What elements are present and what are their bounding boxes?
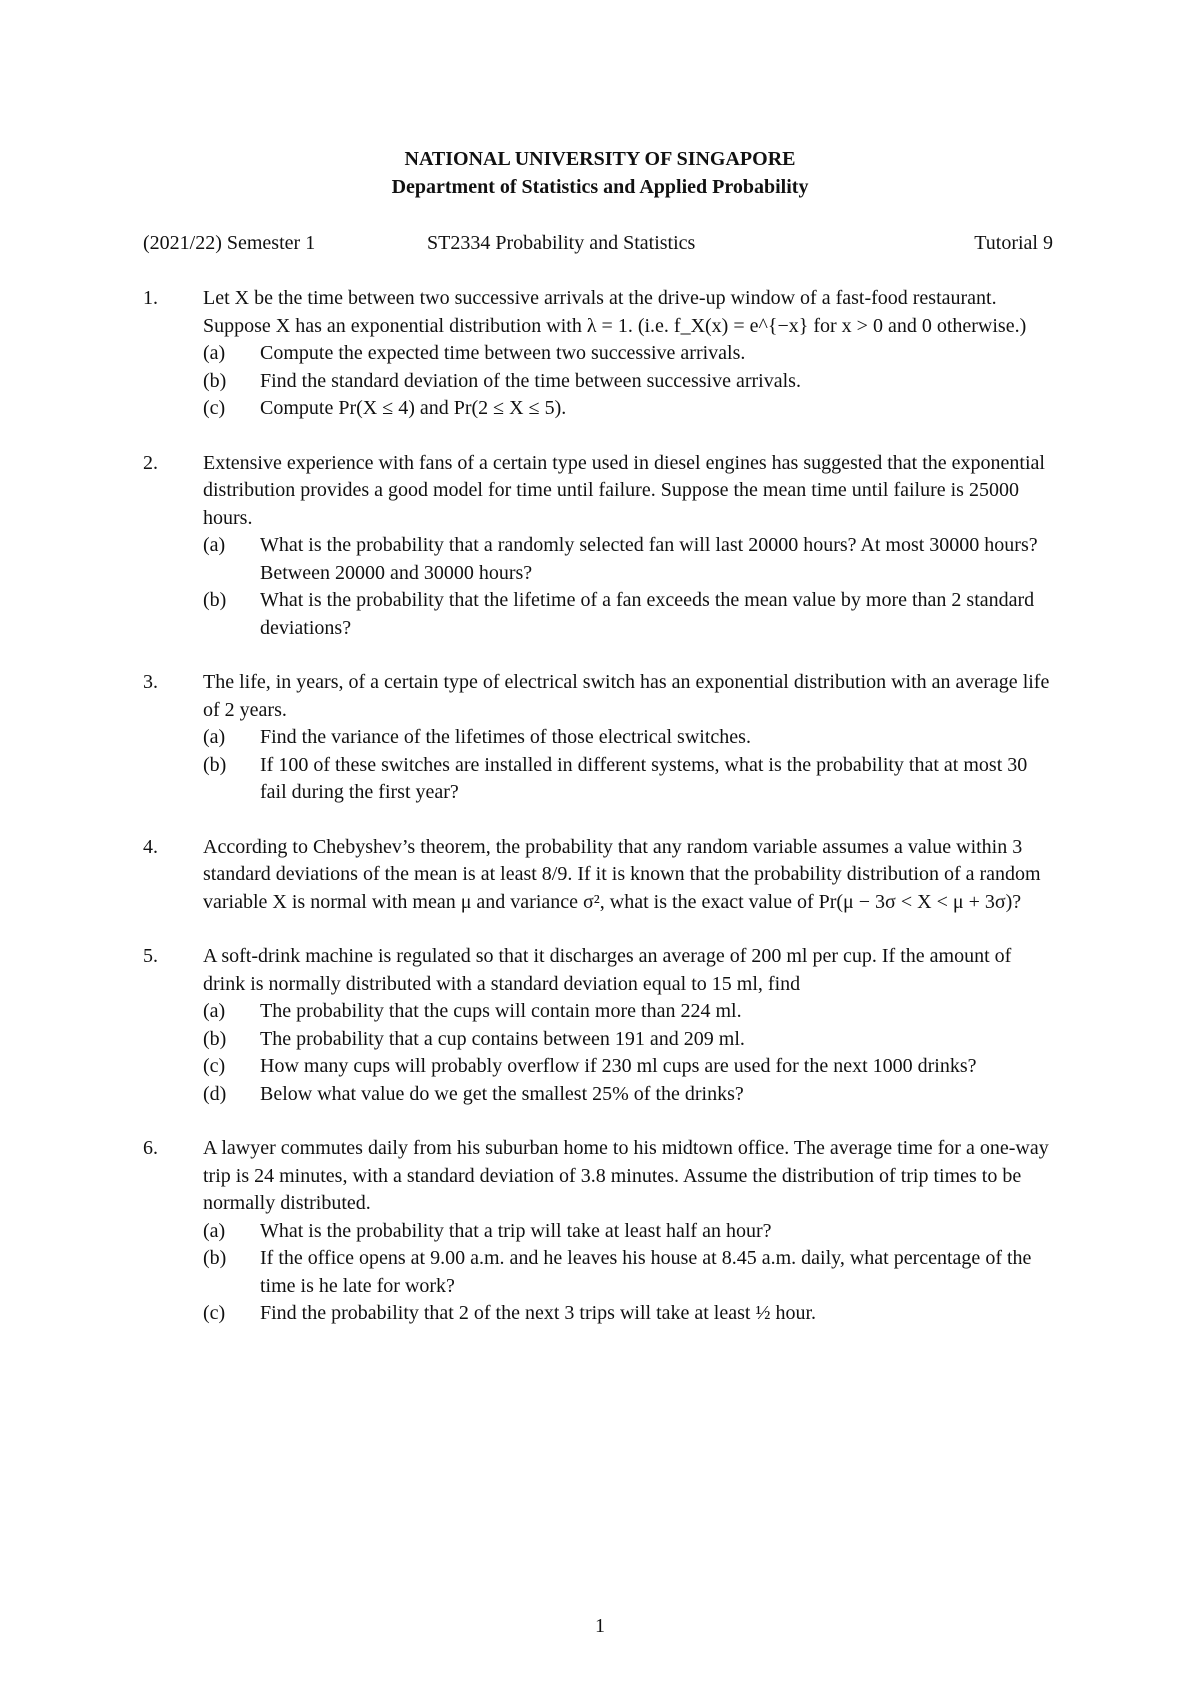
- question-text: A lawyer commutes daily from his suburban home to his midtown office. The average time for a one-way trip is 24 minutes, with a standard deviation of 3.8 minutes. Assume the distribution of trip times to be normally distributed.: [203, 1137, 1049, 1214]
- course-label: ST2334 Probability and Statistics: [427, 232, 696, 254]
- part-text: Below what value do we get the smallest 25% of the drinks?: [260, 1082, 744, 1105]
- part-text: Find the probability that 2 of the next 3 trips will take at least ½ hour.: [260, 1302, 817, 1324]
- question-part: [203, 752, 1055, 807]
- part-text: Compute the expected time between two successive arrivals.: [260, 342, 746, 364]
- part-label: (b): [203, 753, 227, 776]
- part-label: (d): [203, 1082, 227, 1105]
- question-part: [203, 724, 1055, 752]
- course-info-line: [143, 232, 1053, 258]
- part-label: (a): [203, 1219, 226, 1242]
- question-text: A soft-drink machine is regulated so that it discharges an average of 200 ml per cup. If the amount of drink is normally distributed with a standard deviation equal to 15 ml, find: [203, 945, 1012, 995]
- part-label: (b): [203, 1247, 227, 1269]
- part-label: (c): [203, 1055, 226, 1077]
- part-text: What is the probability that a randomly selected fan will last 20000 hours? At most 30000 hours? Between 20000 and 30000 hours?: [260, 534, 1038, 584]
- question-4: [143, 834, 1055, 917]
- part-label: (b): [203, 369, 227, 392]
- part-label: (c): [203, 1302, 226, 1324]
- question-1: [143, 285, 1055, 423]
- question-parts: [203, 340, 1055, 423]
- part-label: (c): [203, 397, 226, 419]
- part-text: Find the standard deviation of the time between successive arrivals.: [260, 369, 801, 392]
- question-part: [203, 1053, 1055, 1081]
- university-title: NATIONAL UNIVERSITY OF SINGAPORE: [404, 148, 796, 170]
- question-number: 2.: [143, 451, 158, 474]
- part-text: The probability that the cups will contain more than 224 ml.: [260, 1000, 742, 1022]
- question-part: [203, 998, 1055, 1026]
- question-parts: [203, 1218, 1055, 1328]
- part-text: Find the variance of the lifetimes of those electrical switches.: [260, 726, 751, 748]
- page-number: 1: [595, 1615, 605, 1637]
- question-number: 5.: [143, 945, 158, 967]
- part-text: What is the probability that the lifetime of a fan exceeds the mean value by more than 2 standard deviations?: [260, 589, 1035, 639]
- part-label: (a): [203, 342, 226, 364]
- department-title: Department of Statistics and Applied Probability: [391, 176, 809, 198]
- part-label: (b): [203, 589, 227, 611]
- question-part: [203, 1300, 1055, 1328]
- question-number: 1.: [143, 287, 158, 309]
- question-part: [203, 395, 1055, 423]
- tutorial-label: Tutorial 9: [974, 232, 1053, 254]
- part-text: Compute Pr(X ≤ 4) and Pr(2 ≤ X ≤ 5).: [260, 397, 567, 419]
- question-number: 6.: [143, 1137, 158, 1159]
- question-text: The life, in years, of a certain type of electrical switch has an exponential distribution with an average life of 2 years.: [203, 671, 1050, 721]
- question-part: [203, 1245, 1055, 1300]
- part-label: (a): [203, 726, 226, 748]
- question-parts: [203, 998, 1055, 1108]
- part-text: The probability that a cup contains between 191 and 209 ml.: [260, 1027, 745, 1050]
- question-list: [143, 285, 1055, 1355]
- part-text: If 100 of these switches are installed in different systems, what is the probability that at most 30 fail during the first year?: [260, 753, 1028, 803]
- question-6: [143, 1135, 1055, 1328]
- question-part: [203, 587, 1055, 642]
- question-part: [203, 1218, 1055, 1246]
- part-text: How many cups will probably overflow if 230 ml cups are used for the next 1000 drinks?: [260, 1055, 977, 1077]
- question-text: Let X be the time between two successive arrivals at the drive-up window of a fast-food restaurant. Suppose X has an exponential distribution with λ = 1. (i.e. f_X(x) = e^{−x} for x > 0 and 0 otherwise.): [203, 287, 1027, 337]
- question-part: [203, 532, 1055, 587]
- semester-label: (2021/22) Semester 1: [143, 232, 316, 254]
- question-text: According to Chebyshev’s theorem, the probability that any random variable assumes a value within 3 standard deviations of the mean is at least 8/9. If it is known that the probability distribution of a random variable X is normal with mean μ and variance σ², what is the exact value of Pr(μ − 3σ < X < μ + 3σ)?: [203, 835, 1041, 913]
- question-part: [203, 368, 1055, 396]
- part-text: If the office opens at 9.00 a.m. and he leaves his house at 8.45 a.m. daily, what percentage of the time is he late for work?: [260, 1247, 1032, 1297]
- question-number: 3.: [143, 671, 158, 693]
- part-text: What is the probability that a trip will take at least half an hour?: [260, 1219, 772, 1242]
- question-2: [143, 450, 1055, 643]
- part-label: (a): [203, 534, 226, 556]
- question-part: [203, 1026, 1055, 1054]
- question-parts: [203, 724, 1055, 807]
- question-3: [143, 669, 1055, 807]
- question-text: Extensive experience with fans of a certain type used in diesel engines has suggested that the exponential distribution provides a good model for time until failure. Suppose the mean time until failure is 25000 hours.: [203, 451, 1045, 529]
- part-label: (b): [203, 1027, 227, 1050]
- question-part: [203, 340, 1055, 368]
- question-number: 4.: [143, 835, 158, 858]
- question-5: [143, 943, 1055, 1108]
- question-parts: [203, 532, 1055, 642]
- question-part: [203, 1081, 1055, 1109]
- part-label: (a): [203, 1000, 226, 1022]
